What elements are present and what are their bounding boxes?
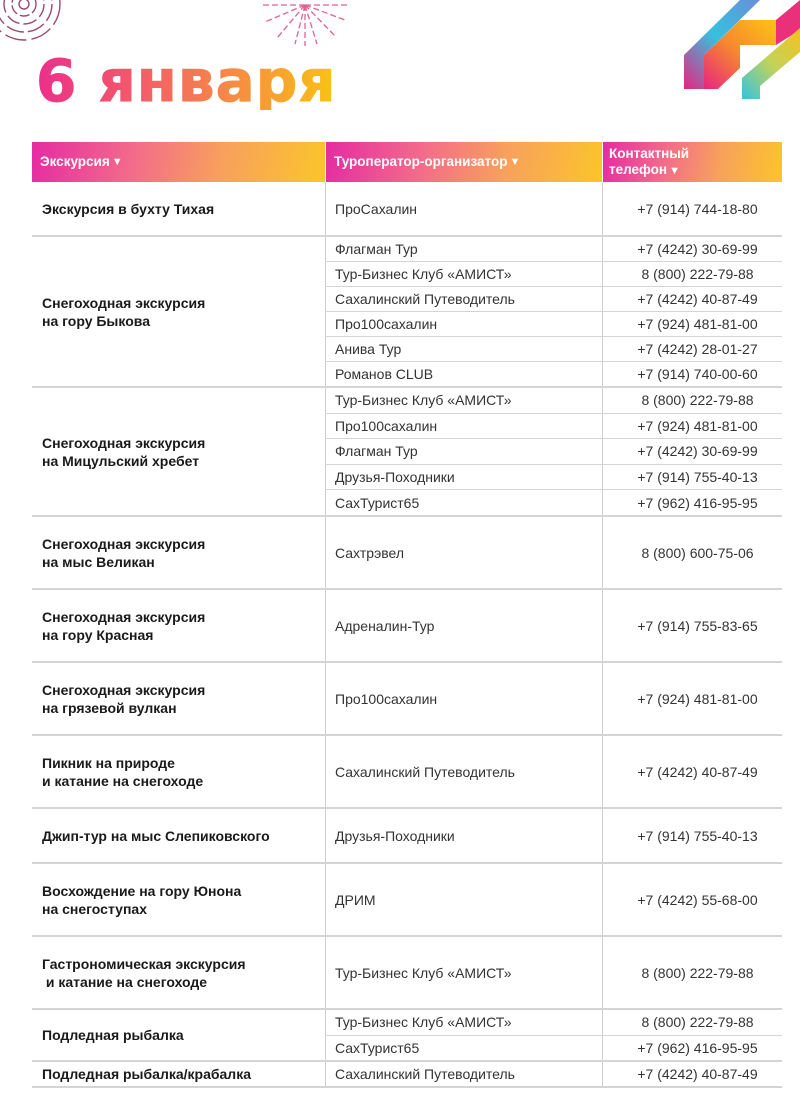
- isometric-logo-icon: [680, 0, 800, 100]
- operator-phone[interactable]: +7 (962) 416-95-95: [602, 1036, 782, 1061]
- operator-row: [325, 937, 782, 1008]
- operator-phone[interactable]: +7 (4242) 28-01-27: [602, 337, 782, 361]
- operator-name: Анива Тур: [325, 337, 602, 361]
- concentric-circles-icon: [0, 0, 70, 50]
- excursion-name-line: и катание на снегоходе: [42, 973, 208, 990]
- operator-phone[interactable]: +7 (4242) 30-69-99: [602, 237, 782, 261]
- excursion-name-line: и катание на снегоходе: [42, 772, 204, 789]
- excursion-name-line: на Мицульский хребет: [42, 452, 200, 469]
- excursion-name: [32, 237, 325, 386]
- operator-row: [325, 311, 782, 336]
- operator-name: Сахалинский Путеводитель: [325, 736, 602, 807]
- table-row: [32, 1062, 782, 1088]
- excursion-name-line: Снегоходная экскурсия: [42, 608, 206, 625]
- operator-name: Тур-Бизнес Клуб «АМИСТ»: [325, 1010, 602, 1035]
- operator-row: [325, 1062, 782, 1086]
- table-row: [32, 937, 782, 1010]
- operator-phone[interactable]: 8 (800) 222-79-88: [602, 388, 782, 413]
- operator-row: [325, 1010, 782, 1035]
- page-title: 6 января: [36, 47, 337, 115]
- operator-name: Друзья-Походники: [325, 465, 602, 490]
- operator-name: Тур-Бизнес Клуб «АМИСТ»: [325, 937, 602, 1008]
- excursion-name-line: на гору Быкова: [42, 312, 150, 329]
- operator-row: [325, 663, 782, 734]
- operator-name: ДРИМ: [325, 864, 602, 935]
- excursion-name: [32, 388, 325, 515]
- header-operator-label: Туроператор-организатор: [334, 154, 508, 169]
- operator-name: Про100сахалин: [325, 414, 602, 439]
- operator-row: [325, 590, 782, 661]
- operator-row: [325, 336, 782, 361]
- header-operator[interactable]: [325, 142, 602, 182]
- excursion-name-line: Пикник на природе: [42, 754, 175, 771]
- header-phone[interactable]: [602, 142, 782, 182]
- operator-row: [325, 736, 782, 807]
- operator-name: СахТурист65: [325, 490, 602, 515]
- excursion-name: [32, 182, 325, 235]
- operator-name: Про100сахалин: [325, 663, 602, 734]
- table-row: [32, 237, 782, 388]
- operator-row: [325, 361, 782, 386]
- operator-phone[interactable]: 8 (800) 600-75-06: [602, 517, 782, 588]
- excursion-name: [32, 937, 325, 1008]
- operator-phone[interactable]: +7 (4242) 55-68-00: [602, 864, 782, 935]
- header-excursion-label: Экскурсия: [40, 154, 110, 169]
- operator-name: Романов CLUB: [325, 362, 602, 386]
- operator-phone[interactable]: 8 (800) 222-79-88: [602, 1010, 782, 1035]
- table-row: [32, 388, 782, 517]
- operator-phone[interactable]: +7 (914) 755-40-13: [602, 465, 782, 490]
- excursion-name-line: Снегоходная экскурсия: [42, 681, 206, 698]
- excursion-name: [32, 864, 325, 935]
- excursion-name-line: Гастрономическая экскурсия: [42, 955, 246, 972]
- excursion-name-line: Снегоходная экскурсия: [42, 294, 206, 311]
- operator-row: [325, 237, 782, 261]
- excursion-name-line: Снегоходная экскурсия: [42, 434, 206, 451]
- operator-phone[interactable]: +7 (4242) 40-87-49: [602, 736, 782, 807]
- operator-row: [325, 261, 782, 286]
- operator-name: Сахтрэвел: [325, 517, 602, 588]
- operator-phone[interactable]: +7 (914) 755-40-13: [602, 809, 782, 862]
- operator-name: Адреналин-Тур: [325, 590, 602, 661]
- header-phone-label-line2: телефон: [609, 161, 668, 177]
- table-header: [32, 142, 782, 182]
- operator-name: Сахалинский Путеводитель: [325, 1062, 602, 1086]
- operator-row: [325, 517, 782, 588]
- operator-phone[interactable]: +7 (962) 416-95-95: [602, 490, 782, 515]
- table-row: [32, 182, 782, 237]
- operator-row: [325, 464, 782, 490]
- operator-phone[interactable]: +7 (4242) 30-69-99: [602, 439, 782, 464]
- operator-row: [325, 388, 782, 413]
- excursion-name: [32, 590, 325, 661]
- sort-arrow-icon: ▼: [111, 156, 123, 168]
- operator-phone[interactable]: +7 (4242) 40-87-49: [602, 287, 782, 311]
- excursions-table: [32, 142, 782, 1088]
- table-row: [32, 517, 782, 590]
- operator-name: Сахалинский Путеводитель: [325, 287, 602, 311]
- header-phone-label-line1: Контактный: [609, 145, 690, 161]
- excursion-name: [32, 1010, 325, 1060]
- table-row: [32, 736, 782, 809]
- excursion-name-line: Снегоходная экскурсия: [42, 535, 206, 552]
- operator-row: [325, 286, 782, 311]
- table-row: [32, 590, 782, 663]
- operator-phone[interactable]: +7 (4242) 40-87-49: [602, 1062, 782, 1086]
- excursion-name-line: Джип-тур на мыс Слепиковского: [42, 827, 270, 844]
- header-excursion[interactable]: [32, 142, 325, 182]
- operator-phone[interactable]: +7 (914) 740-00-60: [602, 362, 782, 386]
- excursion-name: [32, 736, 325, 807]
- table-row: [32, 864, 782, 937]
- operator-phone[interactable]: +7 (924) 481-81-00: [602, 663, 782, 734]
- excursion-name-line: Подледная рыбалка: [42, 1027, 184, 1043]
- operator-phone[interactable]: 8 (800) 222-79-88: [602, 262, 782, 286]
- firework-burst-icon: [255, 0, 355, 50]
- operator-row: [325, 413, 782, 439]
- operator-name: Флагман Тур: [325, 237, 602, 261]
- excursion-name-line: на грязевой вулкан: [42, 699, 177, 716]
- sort-arrow-icon: ▼: [669, 164, 680, 177]
- operator-phone[interactable]: +7 (924) 481-81-00: [602, 414, 782, 439]
- operator-name: СахТурист65: [325, 1036, 602, 1061]
- operator-row: [325, 182, 782, 235]
- operator-name: Тур-Бизнес Клуб «АМИСТ»: [325, 262, 602, 286]
- operator-name: ПроСахалин: [325, 182, 602, 235]
- excursion-name-line: Восхождение на гору Юнона: [42, 882, 242, 899]
- table-row: [32, 1010, 782, 1062]
- excursion-name: [32, 1062, 325, 1086]
- operator-phone[interactable]: +7 (924) 481-81-00: [602, 312, 782, 336]
- operator-row: [325, 1035, 782, 1061]
- operator-row: [325, 489, 782, 515]
- excursion-name: [32, 663, 325, 734]
- operator-row: [325, 809, 782, 862]
- operator-name: Про100сахалин: [325, 312, 602, 336]
- operator-row: [325, 864, 782, 935]
- excursion-name-line: на мыс Великан: [42, 553, 155, 570]
- excursion-name: [32, 809, 325, 862]
- operator-name: Друзья-Походники: [325, 809, 602, 862]
- excursion-name: [32, 517, 325, 588]
- table-row: [32, 663, 782, 736]
- excursion-name-line: Экскурсия в бухту Тихая: [42, 200, 215, 217]
- operator-name: Флагман Тур: [325, 439, 602, 464]
- excursion-name-line: на снегоступах: [42, 900, 147, 917]
- sort-arrow-icon: ▼: [509, 156, 521, 168]
- operator-phone[interactable]: +7 (914) 755-83-65: [602, 590, 782, 661]
- operator-row: [325, 438, 782, 464]
- table-row: [32, 809, 782, 864]
- operator-phone[interactable]: 8 (800) 222-79-88: [602, 937, 782, 1008]
- table-body: [32, 182, 782, 1088]
- operator-phone[interactable]: +7 (914) 744-18-80: [602, 182, 782, 235]
- operator-name: Тур-Бизнес Клуб «АМИСТ»: [325, 388, 602, 413]
- excursion-name-line: Подледная рыбалка/крабалка: [42, 1066, 251, 1082]
- excursion-name-line: на гору Красная: [42, 626, 154, 643]
